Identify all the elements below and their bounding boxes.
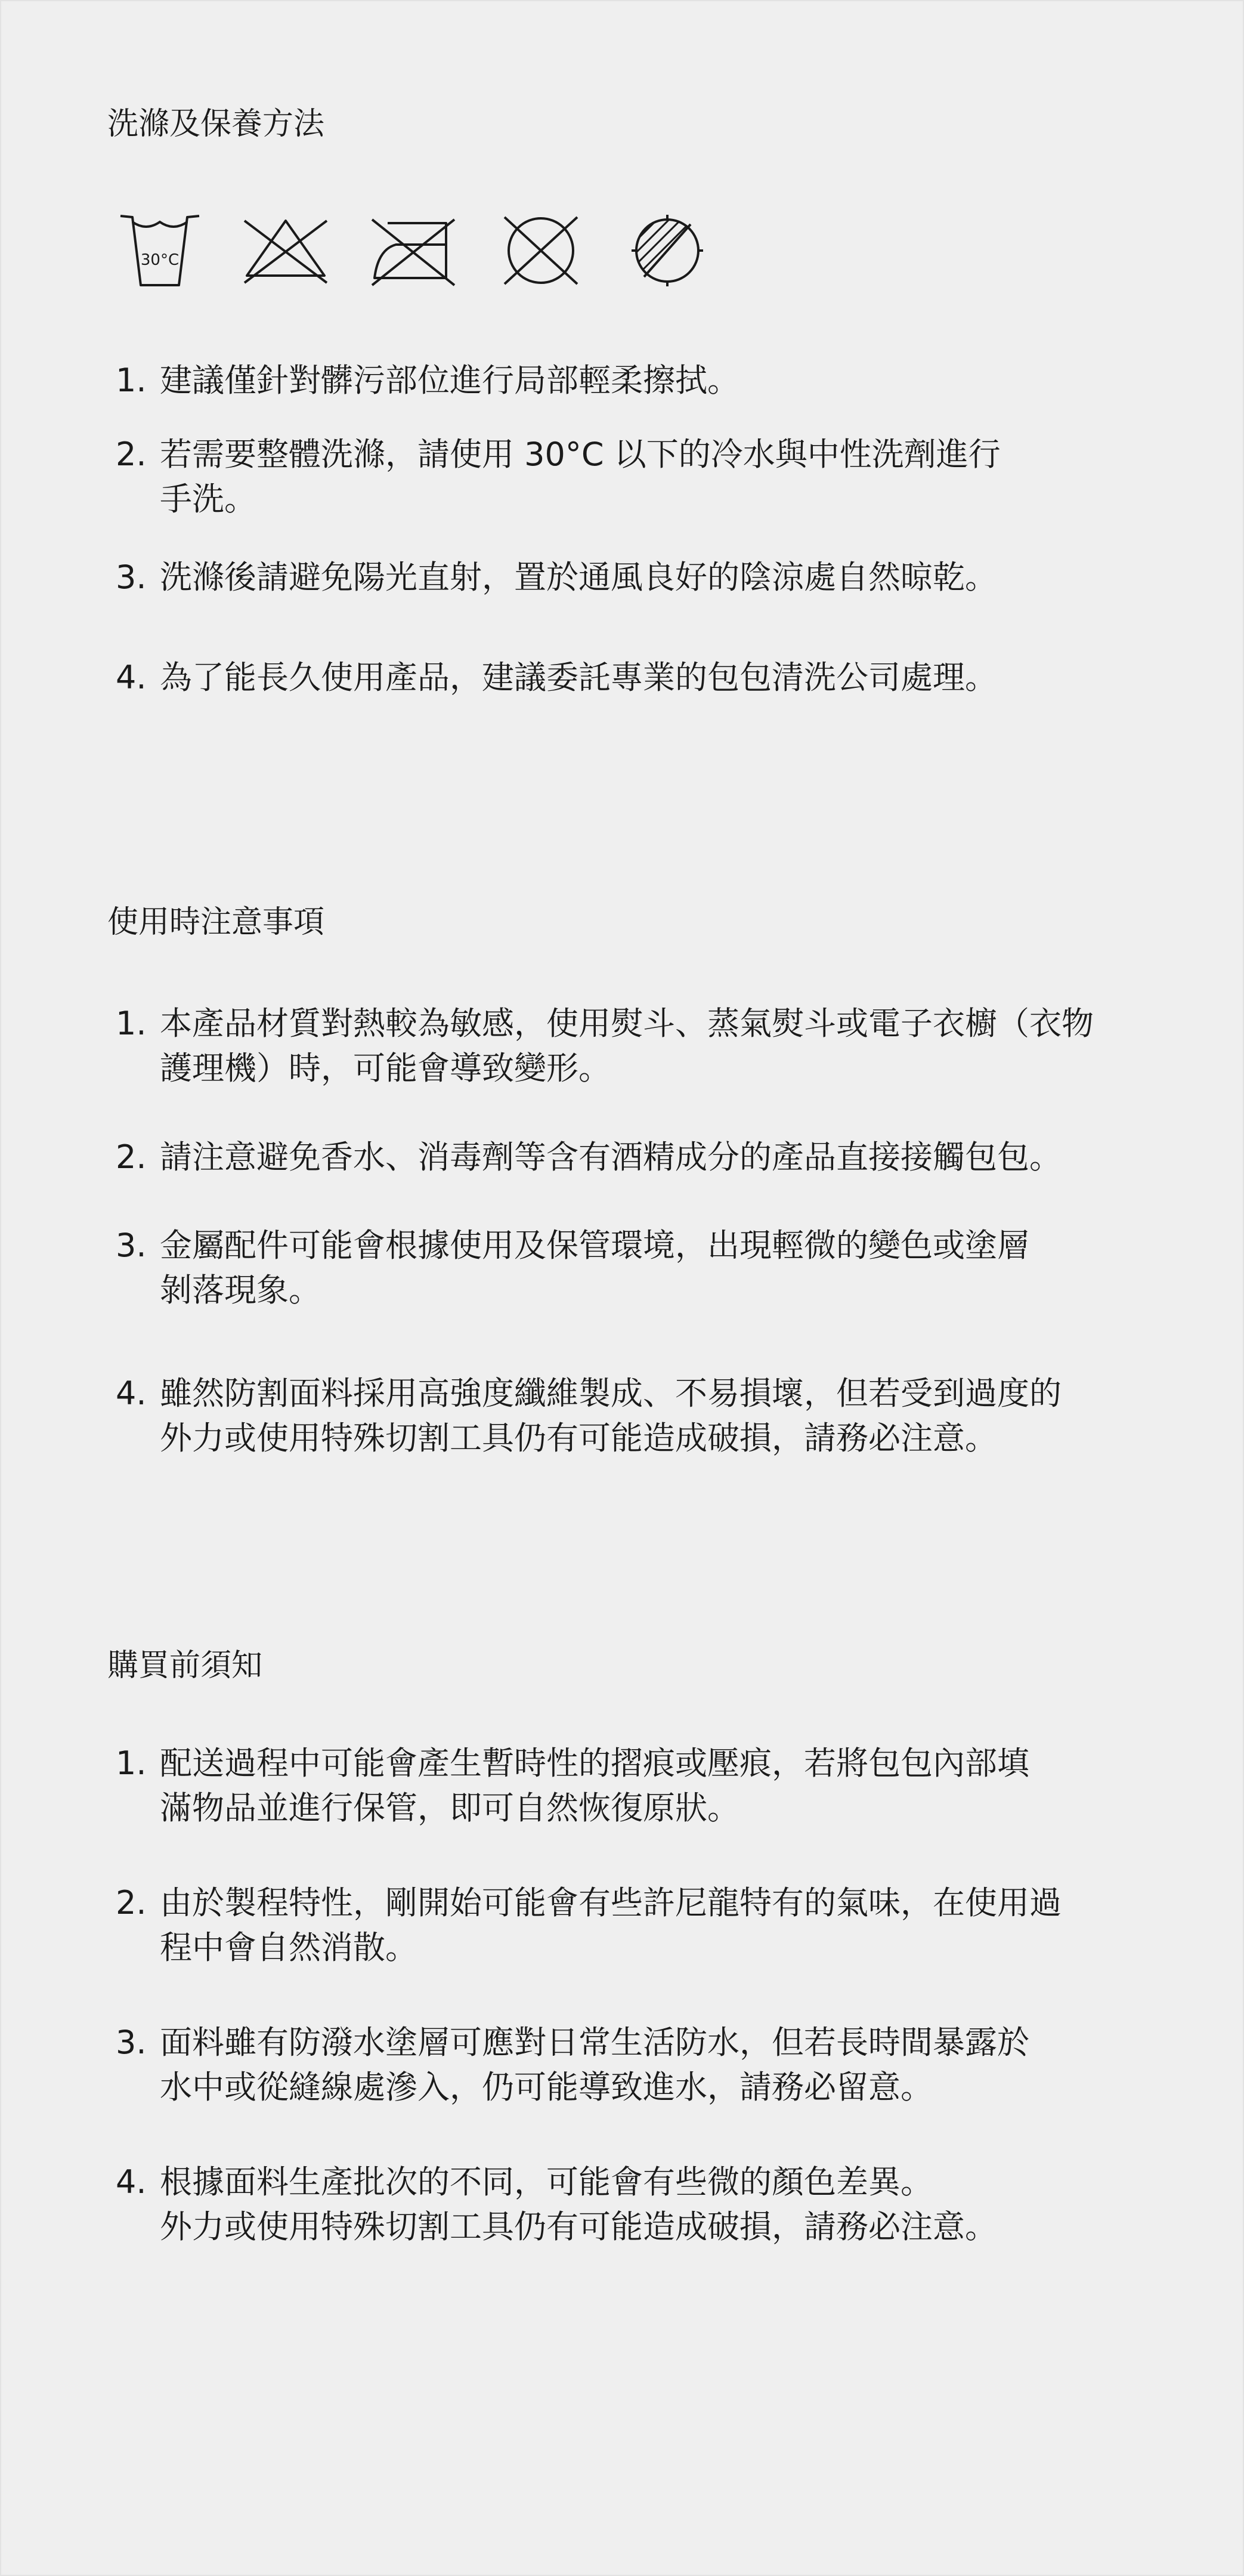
care-item-number: 4. <box>116 659 147 696</box>
care-item-text: 洗滌後請避免陽光直射，置於通風良好的陰涼處自然晾乾。 <box>160 558 997 596</box>
purchase-item-number: 4. <box>116 2163 147 2201</box>
care-item-number: 3. <box>116 558 147 596</box>
usage-item-number: 3. <box>116 1227 147 1264</box>
purchase-item-text: 配送過程中可能會產生暫時性的摺痕或壓痕，若將包包內部填 <box>160 1744 1029 1782</box>
usage-item-text: 剝落現象。 <box>160 1271 321 1309</box>
usage-title: 使用時注意事項 <box>107 904 325 940</box>
care-icons <box>107 211 704 289</box>
purchase-item-text: 由於製程特性，剛開始可能會有些許尼龍特有的氣味，在使用過 <box>160 1884 1062 1922</box>
usage-item-text: 雖然防割面料採用高強度纖維製成、不易損壞，但若受到過度的 <box>160 1375 1062 1412</box>
purchase-item-text: 根據面料生產批次的不同，可能會有些微的顏色差異。 <box>160 2163 933 2201</box>
usage-item-number: 4. <box>116 1375 147 1412</box>
purchase-title: 購買前須知 <box>107 1648 263 1684</box>
purchase-item-text: 程中會自然消散。 <box>160 1929 417 1966</box>
do-not-tumble-dry-icon <box>624 211 711 289</box>
purchase-item-text: 水中或從縫線處滲入，仍可能導致進水，請務必留意。 <box>160 2068 933 2106</box>
care-item-number: 2. <box>116 435 147 473</box>
usage-item-text: 本產品材質對熱較為敏感，使用熨斗、蒸氣熨斗或電子衣櫥（衣物 <box>160 1005 1094 1042</box>
purchase-item-text: 面料雖有防潑水塗層可應對日常生活防水，但若長時間暴露於 <box>160 2024 1029 2061</box>
usage-item-text: 外力或使用特殊切割工具仍有可能造成破損，請務必注意。 <box>160 1419 997 1457</box>
care-item-text: 若需要整體洗滌，請使用 30°C 以下的冷水與中性洗劑進行 <box>160 435 1001 473</box>
purchase-item-text: 滿物品並進行保管，即可自然恢復原狀。 <box>160 1789 739 1827</box>
care-item-text: 手洗。 <box>160 480 256 518</box>
purchase-item-number: 2. <box>116 1884 147 1922</box>
care-title: 洗滌及保養方法 <box>107 106 325 142</box>
usage-item-text: 請注意避免香水、消毒劑等含有酒精成分的產品直接接觸包包。 <box>160 1138 1062 1176</box>
purchase-item-number: 3. <box>116 2024 147 2061</box>
usage-item-number: 2. <box>116 1138 147 1176</box>
care-item-text: 為了能長久使用產品，建議委託專業的包包清洗公司處理。 <box>160 659 997 696</box>
usage-item-text: 護理機）時，可能會導致變形。 <box>160 1049 611 1087</box>
care-item-number: 1. <box>116 362 147 399</box>
do-not-iron-icon <box>370 211 457 289</box>
care-item-text: 建議僅針對髒污部位進行局部輕柔擦拭。 <box>160 362 739 399</box>
purchase-item-number: 1. <box>116 1744 147 1782</box>
wash-temp-label: 30°C <box>140 251 180 269</box>
do-not-bleach-icon <box>242 211 329 289</box>
usage-item-number: 1. <box>116 1005 147 1042</box>
hand-wash-30c-icon <box>117 211 203 289</box>
usage-item-text: 金屬配件可能會根據使用及保管環境，出現輕微的變色或塗層 <box>160 1227 1029 1264</box>
purchase-item-text: 外力或使用特殊切割工具仍有可能造成破損，請務必注意。 <box>160 2208 997 2245</box>
do-not-dry-clean-icon <box>497 211 584 289</box>
